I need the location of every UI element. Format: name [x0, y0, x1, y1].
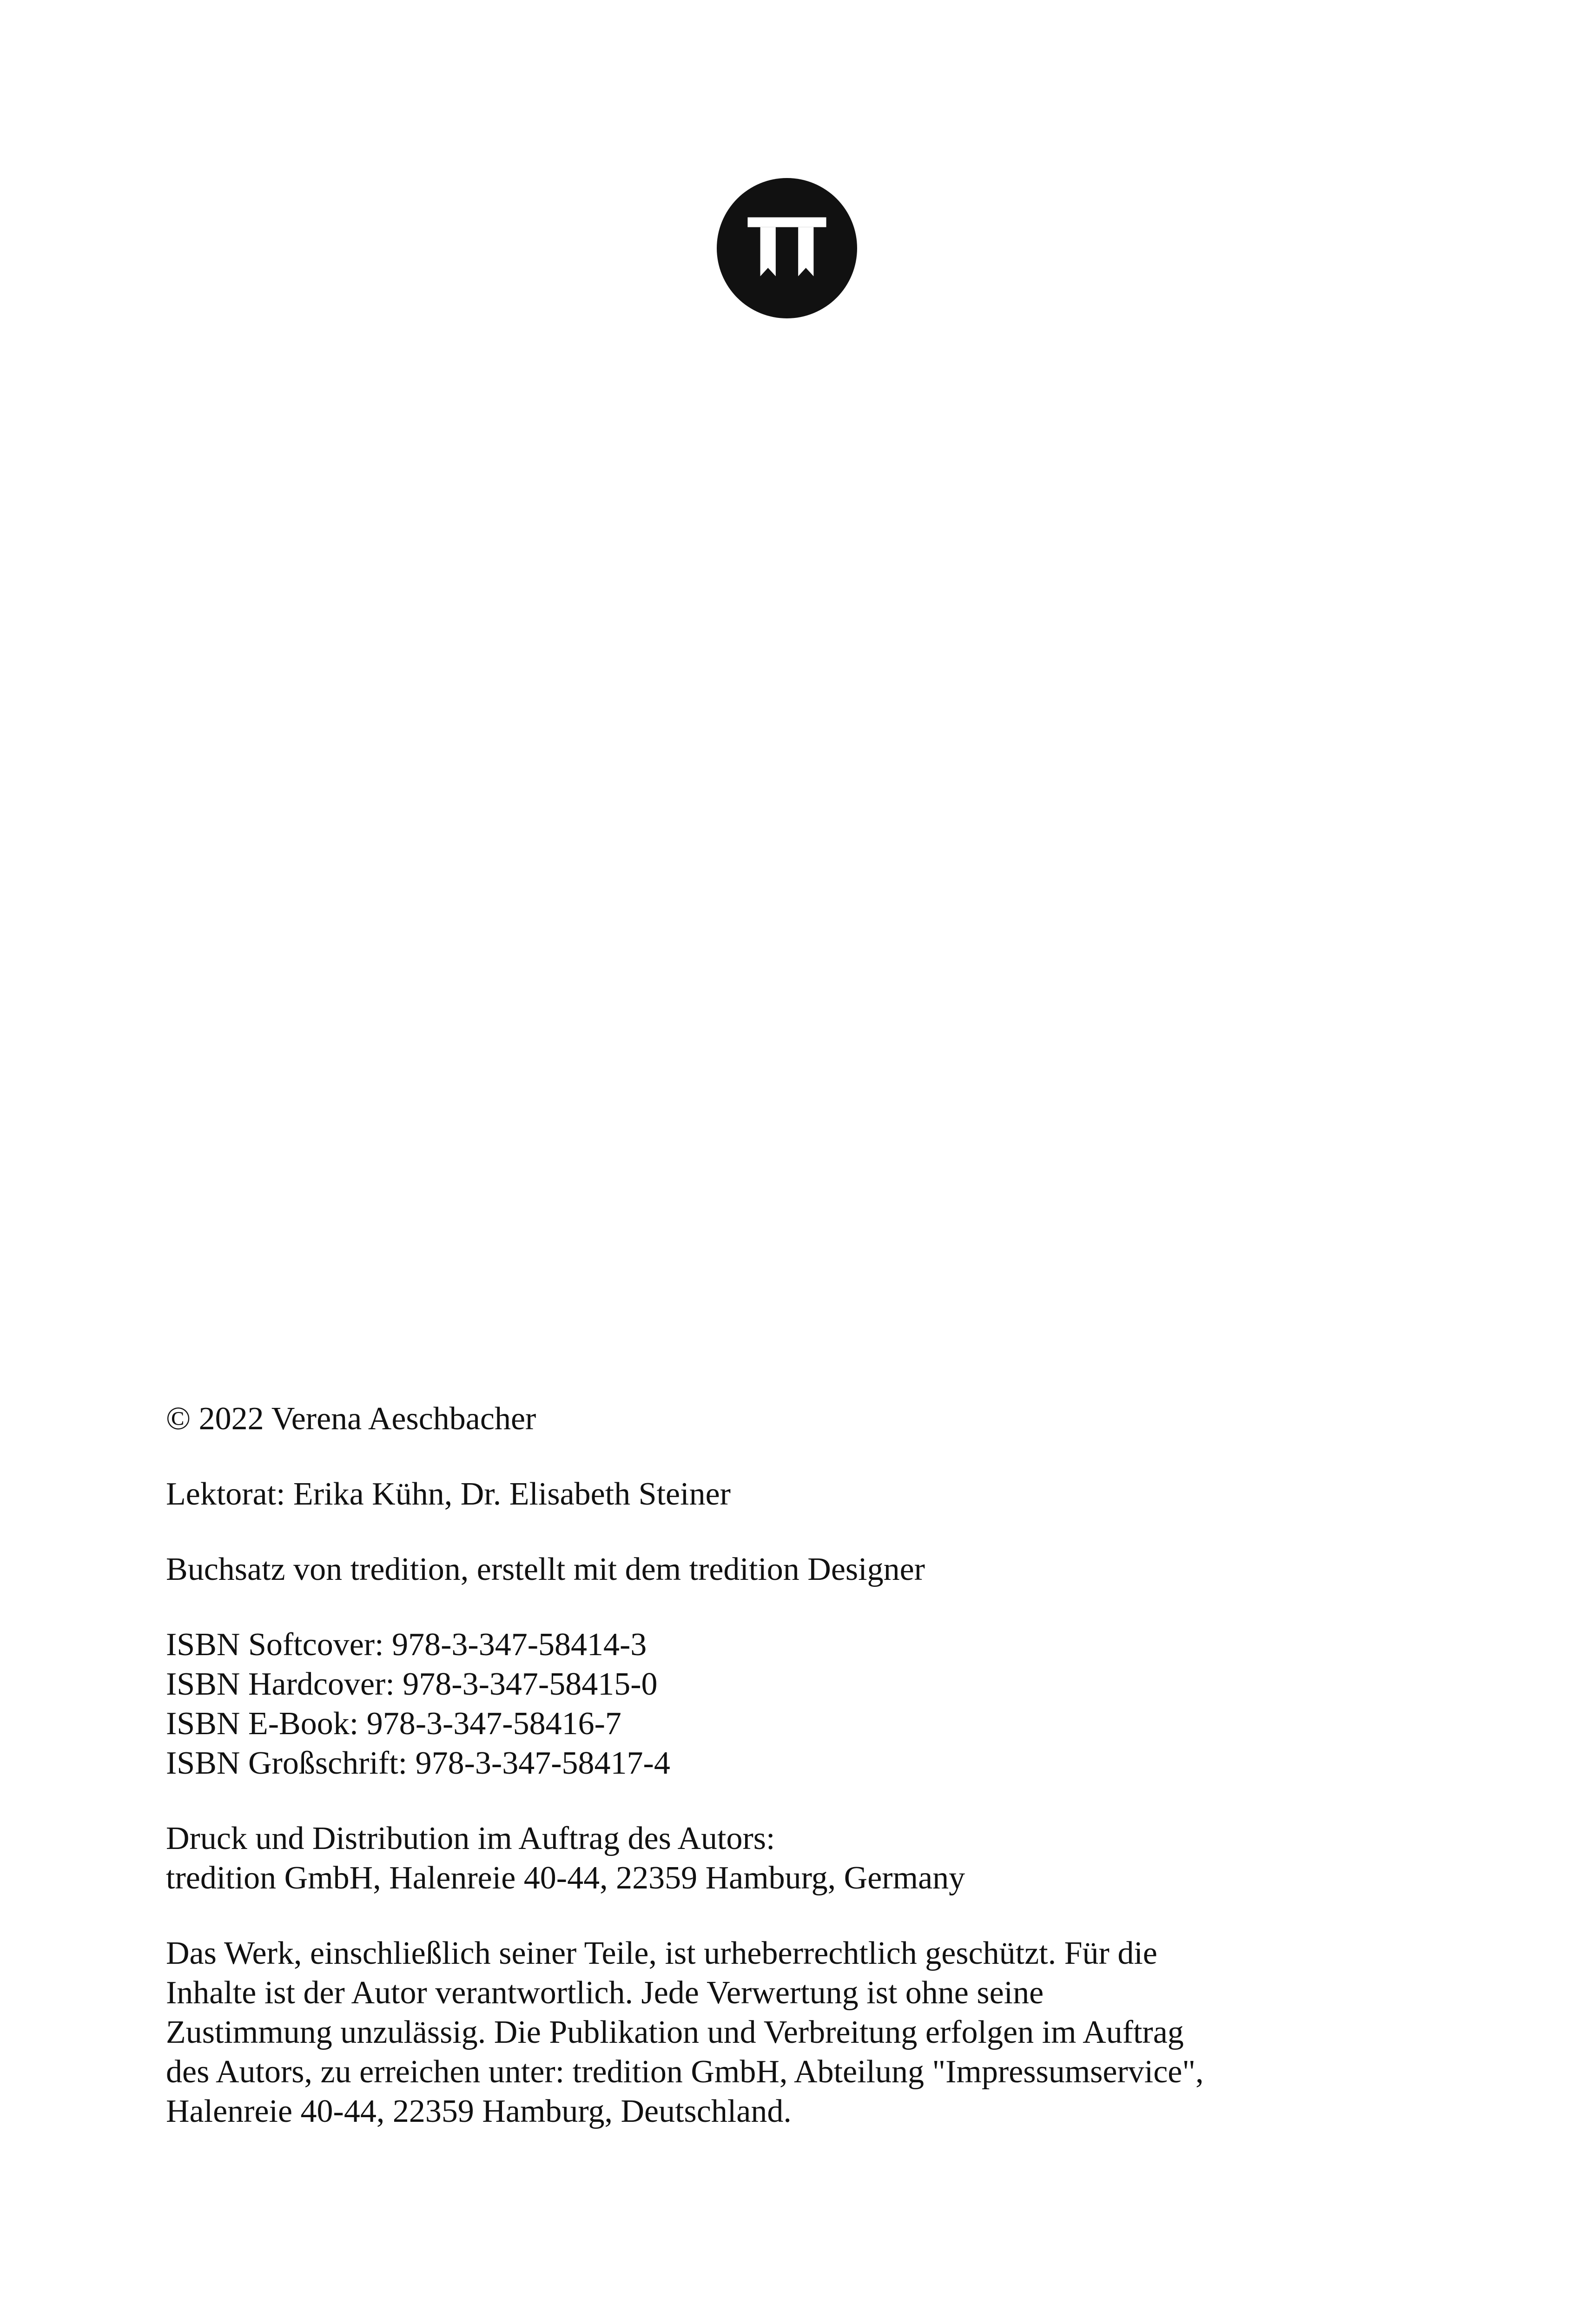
editing-line: Lektorat: Erika Kühn, Dr. Elisabeth Steiner: [166, 1476, 731, 1512]
legal-line: Das Werk, einschließlich seiner Teile, ist urheberrechtlich geschützt. Für die: [166, 1935, 1157, 1971]
editing-block: [166, 1474, 1444, 1514]
isbn-large-print: ISBN Großschrift: 978-3-347-58417-4: [166, 1745, 670, 1781]
typesetting-block: [166, 1550, 1444, 1589]
imprint-block: [166, 1399, 1444, 2167]
copyright-block: [166, 1399, 1444, 1439]
isbn-softcover: ISBN Softcover: 978-3-347-58414-3: [166, 1627, 647, 1663]
distribution-line: Druck und Distribution im Auftrag des Autors:: [166, 1821, 775, 1856]
distribution-block: [166, 1819, 1444, 1898]
legal-line: Inhalte ist der Autor verantwortlich. Jede Verwertung ist ohne seine: [166, 1975, 1044, 2011]
legal-line: des Autors, zu erreichen unter: tredition GmbH, Abteilung "Impressumservice",: [166, 2054, 1204, 2090]
isbn-hardcover: ISBN Hardcover: 978-3-347-58415-0: [166, 1666, 658, 1702]
tredition-logo-icon: [717, 178, 857, 318]
legal-line: Zustimmung unzulässig. Die Publikation und Verbreitung erfolgen im Auftrag: [166, 2014, 1184, 2050]
typesetting-line: Buchsatz von tredition, erstellt mit dem tredition Designer: [166, 1552, 925, 1587]
distribution-address: tredition GmbH, Halenreie 40-44, 22359 Hamburg, Germany: [166, 1860, 965, 1896]
copyright-line: © 2022 Verena Aeschbacher: [166, 1401, 536, 1437]
isbn-block: [166, 1625, 1444, 1783]
legal-block: [166, 1934, 1444, 2131]
legal-line: Halenreie 40-44, 22359 Hamburg, Deutschland.: [166, 2093, 792, 2129]
isbn-ebook: ISBN E-Book: 978-3-347-58416-7: [166, 1706, 621, 1742]
